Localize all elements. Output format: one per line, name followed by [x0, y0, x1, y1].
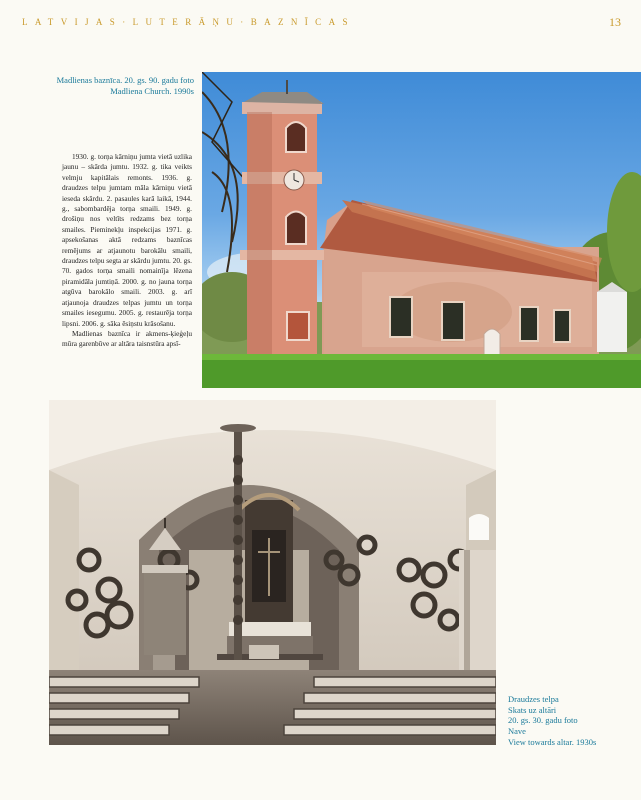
body-text — [62, 152, 192, 350]
exterior-caption-en: Madliena Church. 1990s — [110, 85, 194, 96]
interior-caption-en-2: View towards altar. 1930s — [508, 736, 597, 747]
page-number: 13 — [609, 15, 621, 29]
exterior-caption-lv: Madlienas baznīca. 20. gs. 90. gadu foto — [56, 75, 194, 85]
interior-caption-lv-3: 20. gs. 30. gadu foto — [508, 715, 578, 726]
church-interior-photo — [49, 400, 496, 745]
interior-caption-lv-1: Draudzes telpa — [508, 694, 559, 704]
body-paragraph-2: Madlienas baznīca ir akmens-ķieģeļu mūra garenbūve ar altāra taisnstūra apsī- — [62, 328, 192, 349]
interior-caption-en-1: Nave — [508, 725, 526, 736]
interior-caption — [508, 694, 638, 747]
exterior-caption — [24, 75, 194, 96]
body-paragraph-1: 1930. g. torņa kārniņu jumta vietā uzlika jaunu – skārda jumtu. 1932. g. tika veikts velmju kapitālais remonts. 1936. g. draudzes telpu jumtam māla kārniņu vietā ieseda skārdu. 2. pasaules karā laikā, 1944. g., sabombardēja torņa smaili. 1949. g. drošiņu nos veltīts redzams bez torņa smailes. Pieminekļu inspekcijas 1971. g. apsekošanas aktā redzams baznīcas remējums ar atjaunotu barokālu smaili, draudzes telpu segta ar skārdu jumtu. 20. gs. 70. gados torņa smaili nomainīja lēzena piramidāla jumtiņā. 2000. g. no jauna torņa atgūva barokālo smaili. 2003. g. arī atjaunoja draudzes telpas jumtu un torņa smailes iesegumu. 2005. g. restaurēja torņa lipsni. 2006. g. sāka ēsiņstu krāsošanu. — [62, 152, 192, 328]
church-exterior-photo — [202, 72, 641, 388]
interior-caption-lv-2: Skats uz altāri — [508, 704, 557, 715]
running-title: LATVIJAS·LUTERĀŅU·BAZNĪCAS — [22, 17, 355, 27]
